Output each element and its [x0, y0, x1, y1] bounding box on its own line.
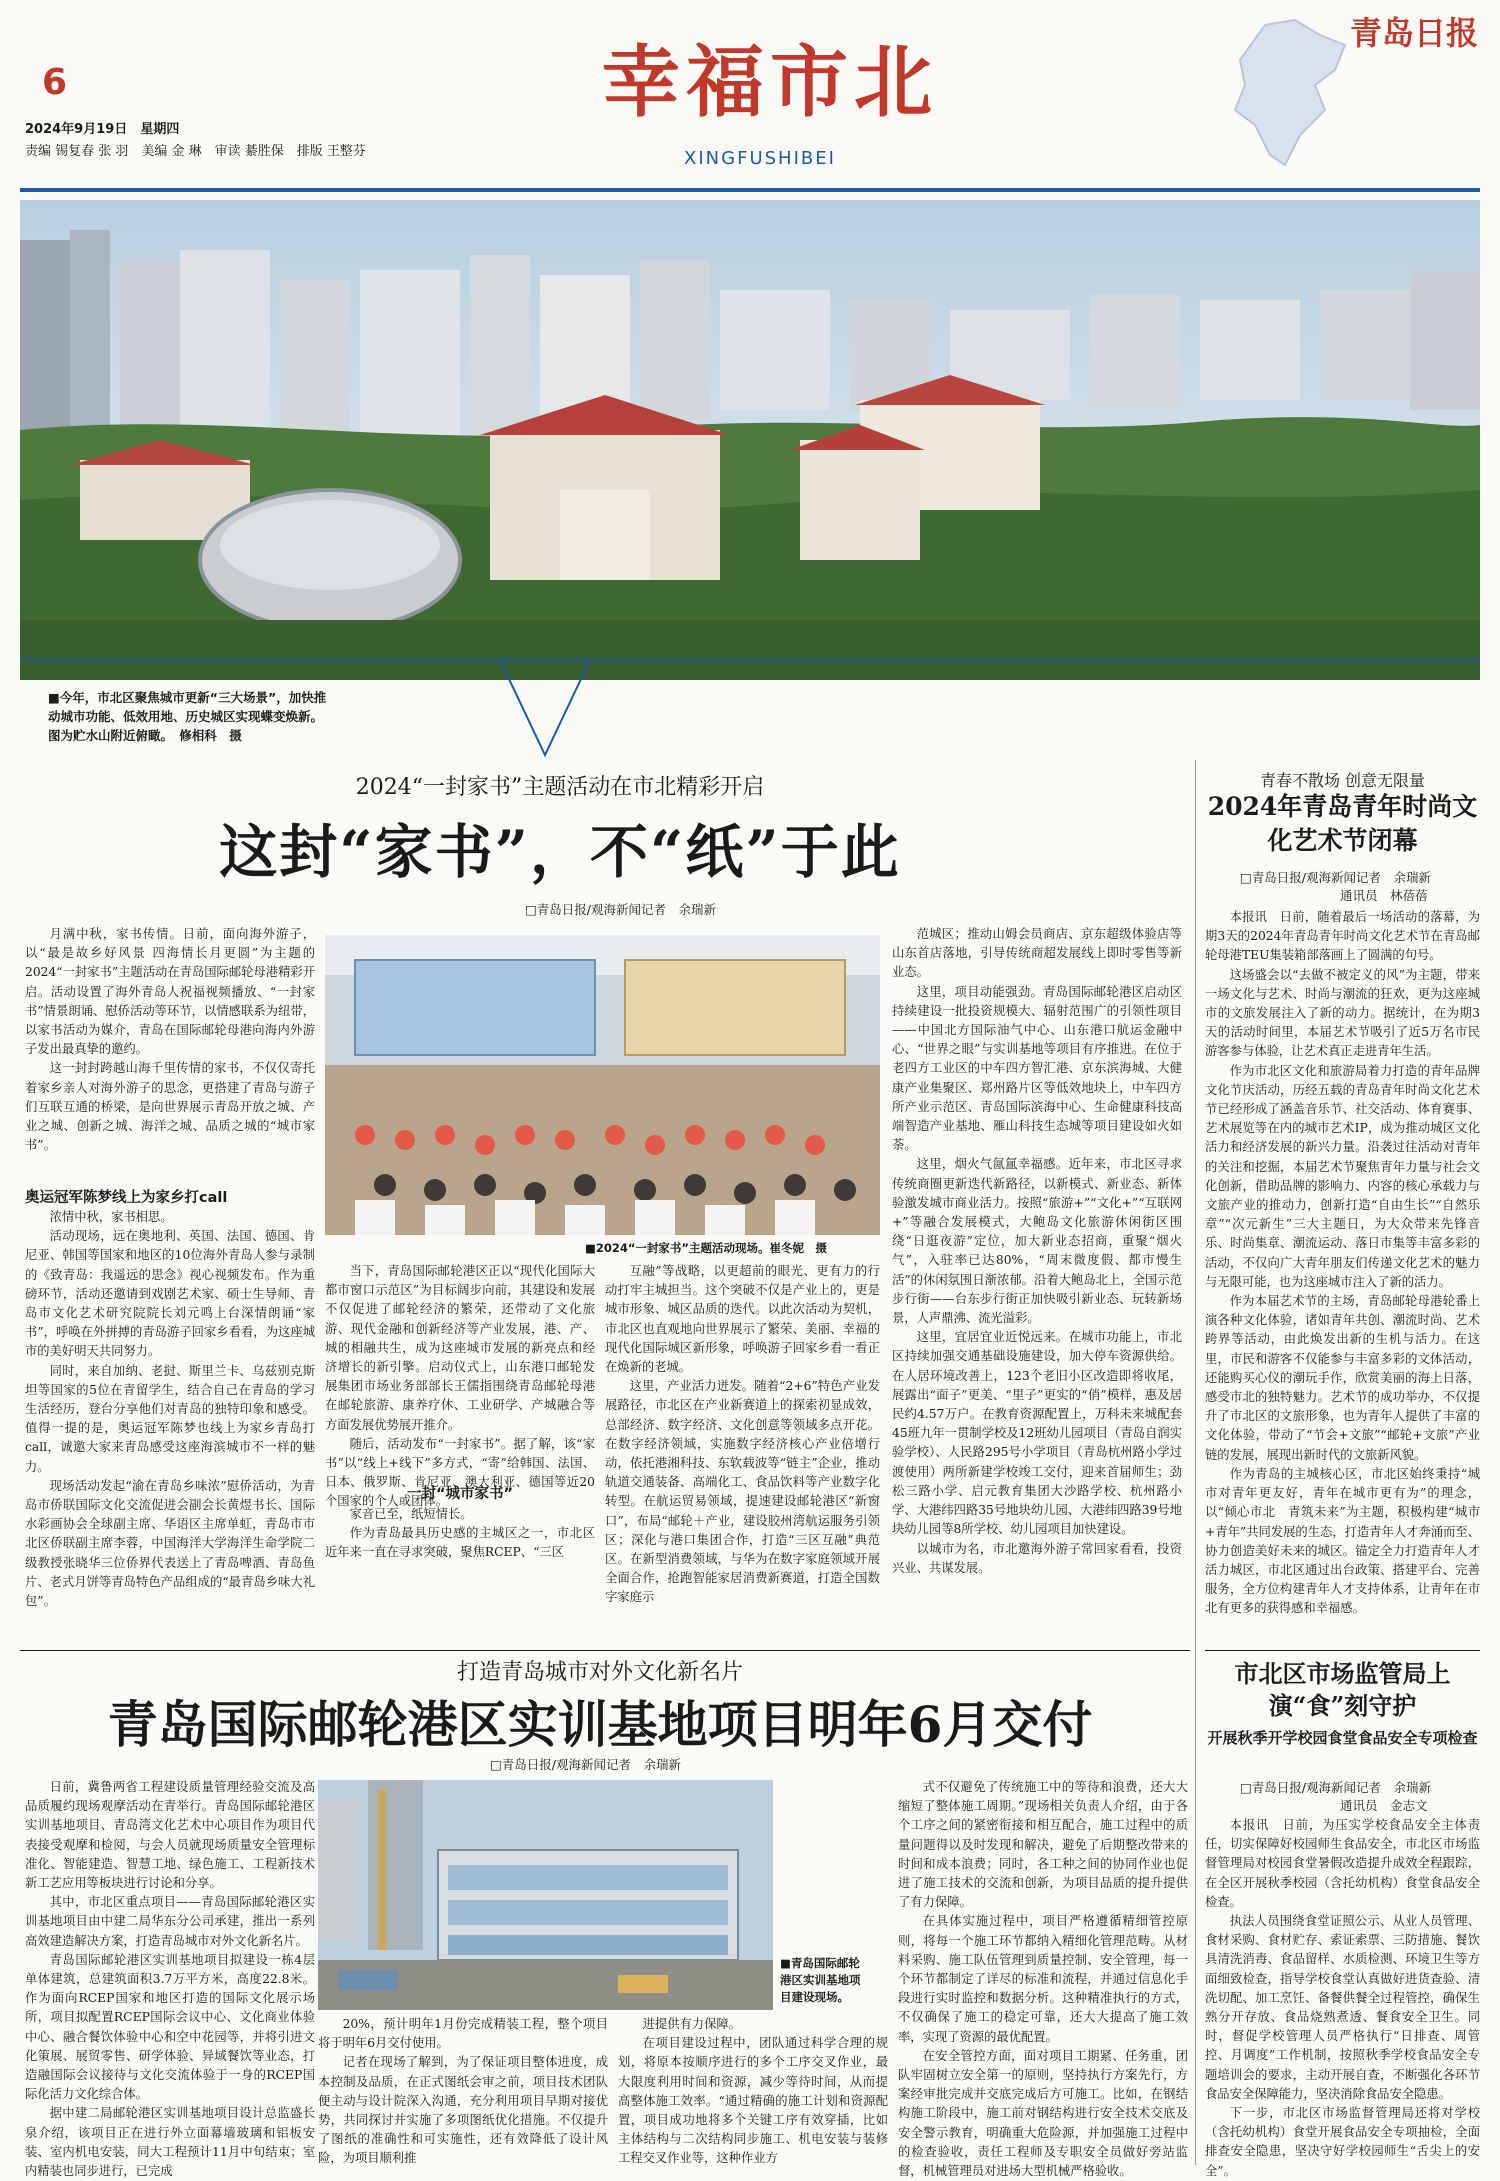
paragraph: 执法人员围绕食堂证照公示、从业人员管理、食材采购、食材贮存、索证索票、三防措施、餐饮具清洗消毒、食品留样、水质检测、环境卫生等方面细致检查，指导学校食堂认真做好进货查验、清洗切配、加工烹饪、备餐供餐全过程管控，确保生熟分开存放、食品烧熟煮透、餐食安全卫生。同时，督促学校管理人员严格执行“日排查、周管控、月调度”工作机制，按照秋季学校食品安全专题培训会的要求，主动开展自查，不断强化各环节食品安全保障能力，坚决消除食品安全隐患。: [1205, 1914, 1480, 2101]
cityscape-photo: [20, 200, 1480, 680]
paragraph: 活动现场，远在奥地利、英国、法国、德国、肯尼亚、韩国等国家和地区的10位海外青岛人参与录制的《致青岛：我遥远的思念》视心视频发布。作为重磅环节，活动还邀请到戏剧艺术家、硕士生导师、青岛市文化艺术研究院院长刘元鸣上台深情朗诵“家书”，呼唤在外拼搏的青岛游子回家乡看看，为这座城市的美好明天共同努力。: [25, 1229, 315, 1359]
paragraph: 现场活动发起“渝在青岛乡味浓”慰侨活动，为青岛市侨联国际文化交流促进会副会长黄煜书长、国际水彩画协会全球副主席、华语区主席单虹，青岛市市北区侨联副主席李蓉，中国海洋大学海洋生命学院二级教授张晓华三位侨界代表送上了青岛啤酒、青岛鱼片、老式月饼等青岛特色产品组成的“最青岛乡味大礼包”。: [25, 1478, 315, 1609]
story1-col3: [605, 1262, 880, 1647]
paragraph: 以城市为名，市北邀海外游子常回家看看，投资兴业、共谋发展。: [892, 1541, 1182, 1575]
column-divider: [1195, 760, 1196, 2165]
paragraph: 进提供有力保障。: [642, 2017, 741, 2031]
story1-photo: [325, 935, 880, 1235]
paragraph: 这里，产业活力迸发。随着“2+6”特色产业发展路径，市北区在产业新赛道上的探索初显成效，总部经济、数字经济、文化创意等领域多点开花。在数字经济领域，实施数字经济核心产业倍增行动，依托港湘科技、东软载波等“链主”企业，推动轨道交通装备、高端化工、食品饮料等产业数字化转型。在航运贸易领域，提速建设邮轮港区“新窗口”，布局“邮轮＋产业，建设胶州湾航运服务引领区；深化与港口集团合作，打造“三区互融”典范区。在新型消费领域，与华为在数字家庭领域开展全面合作，抢跑智能家居消费新赛道，打造全国数字家庭示: [605, 1379, 880, 1605]
story2-col2: [318, 2015, 608, 2165]
story2-photo-caption: ■青岛国际邮轮港区实训基地项目建设现场。: [780, 1956, 861, 2004]
paragraph: 这里，项目动能强劲。青岛国际邮轮港区启动区持续建设一批投资规模大、辐射范围广的引领性项目——中国北方国际油气中心、山东港口航运金融中心、“世界之眼”与实训基地等项目有序推进。在位于老四方工业区的中车四方智汇港、京东滨海城、大健康产业集聚区、郑州路片区等低效地块上，中车四方所产业示范区、青岛国际滨海中心、生命健康科技高端智造产业基地、雁山科技生态城等项目建设如火如荼。: [892, 984, 1182, 1153]
paragraph: 这里，宜居宜业近悦远来。在城市功能上，市北区持续加强交通基础设施建设，加大停车资源供给。在人居环境改善上，123个老旧小区改造即将收尾，展露出“面子”更美、“里子”更实的“俏”模样，惠及居民约4.57万户。在教育资源配置上，万科未来城配套45班九年一贯制学校及12班幼儿园项目（青岛自润实验学校）、人民路295号小学项目（青岛杭州路小学过渡使用）两所新建学校竣工交付，迎来首届师生；劲松三路小学、启元教育集团大沙路学校、杭州路小学、大港纬四路35号地块幼儿园、大港纬四路39号地块幼儿园等8所学校、幼儿园项目加快建设。: [892, 1330, 1182, 1537]
staff-line: 责编 锡复春 张 羽 美编 金 琳 审读 綦胜保 排版 王整芬: [25, 144, 366, 159]
story1-subhead1: 奥运冠军陈梦线上为家乡打call: [25, 1190, 228, 1206]
side2-subhead: 开展秋季开学校园食堂食品安全专项检查: [1207, 1729, 1478, 1747]
paragraph: 这里，烟火气氤氲幸福感。近年来，市北区寻求传统商圈更新迭代新路径，以新模式、新业态、新体验激发城市商业活力。按照“旅游+”“文化+”“互联网+”等融合发展模式，大鲍岛文化旅游休闲街区围绕“日逛夜游”定位，加大新业态招商，重聚“烟火气”，入驻率已达80%，“周末微度假、都市慢生活”的休闲氛围日渐浓郁。沿着大鲍岛北上，全国示范步行街——台东步行街正加快吸引新业态、玩转新场景，人声鼎沸、流光溢彩。: [892, 1157, 1182, 1326]
story1-col1b: [25, 1208, 315, 1643]
paragraph: 其中，市北区重点项目——青岛国际邮轮港区实训基地项目由中建二局华东分公司承建，推出一系列高效建造解决方案，打造青岛城市对外文化新名片。: [25, 1895, 315, 1948]
paragraph: 式不仅避免了传统施工中的等待和浪费，还大大缩短了整体施工周期。”现场相关负责人介绍，由于各个工序之间的紧密衔接和相互配合，施工过程中的质量问题得以及时发现和解决，避免了后期整改带来的时间和成本浪费；同时，各工种之间的协同作业也促进了施工技术的交流和创新，为项目品质的提升提供了有力保障。: [898, 1780, 1188, 1910]
paragraph: 作为本届艺术节的主场，青岛邮轮母港轮番上演各种文化体验，诸如青年共创、潮流时尚、艺术跨界等活动，由此焕发出新的生机与活力。在这里，市民和游客不仅能参与丰富多彩的文体活动，还能购买心仪的潮玩手作，欣赏美丽的海上日落，感受市北的独特魅力。艺术节的成功举办，不仅提升了市北区的文旅形象，也为青年人提供了丰富的文化体验，带动了“节会+文旅”“邮轮+文旅”产业链的发展，展现出新时代的文旅新风貌。: [1205, 1294, 1480, 1462]
masthead-title: 幸福市北: [601, 37, 938, 128]
story1-headline: 这封“家书”，不“纸”于此: [219, 818, 901, 886]
side1-byline1: □青岛日报/观海新闻记者 余瑞新: [1240, 870, 1432, 885]
paragraph: 记者在现场了解到，为了保证项目整体进度，成本控制及品质，在正式图纸会审之前，项目技术团队便主动与设计院深入沟通，充分利用项目早期对接优势，共同探讨并实施了多项图纸优化措施。不仅提升了图纸的准确性和可实施性，还有效降低了设计风险，为项目顺利推: [318, 2055, 608, 2166]
side1-body: [1205, 908, 1480, 1643]
paragraph: 浓情中秋，家书相思。: [49, 1210, 173, 1224]
story2-col1: [25, 1778, 315, 2179]
paragraph: 同时，来自加纳、老挝、斯里兰卡、乌兹别克斯坦等国家的5位在青留学生，结合自己在青岛的学习生活经历，登台分享他们对青岛的独特印象和感受。值得一提的是，奥运冠军陈梦也线上为家乡青岛打call，诚邀大家来青岛感受这座海滨城市不一样的魅力。: [25, 1363, 315, 1474]
paragraph: 在具体实施过程中，项目严格遵循精细管控原则，将每一个施工环节都纳入精细化管理范畴。从材料采购、施工队伍管理到质量控制、安全管理，每一个环节都制定了详尽的标准和流程，并通过信息化手段进行实时监控和数据分析。这种精准执行的方式，不仅确保了施工的稳定可靠，还大大提高了施工效率，实现了资源的最优配置。: [898, 1914, 1188, 2044]
story1-kicker: 2024“一封家书”主题活动在市北精彩开启: [355, 775, 765, 800]
side-section-rule: [1205, 1650, 1480, 1651]
paragraph: 互融”等战略，以更超前的眼光、更有力的行动打牢主城担当。这个突破不仅是产业上的，更是城市形象、城区品质的迭代。以此次活动为契机，市北区也直观地向世界展示了繁荣、美丽、幸福的现代化国际城区新形象，呼唤游子回家乡看一看正在焕新的老城。: [605, 1264, 880, 1375]
paragraph: 20%，预计明年1月份完成精装工程，整个项目将于明年6月交付使用。: [318, 2017, 608, 2051]
paragraph: 作为青岛的主城核心区，市北区始终秉持“城市对青年更友好，青年在城市更有为”的理念，以“倾心市北 青筑未来”为主题，积极构建“城市+青年”共同发展的生态，打造青年人才奔涌而至、协力创造美好未来的城区。锚定全力打造青年人才活力城区，市北区通过出台政策、搭建平台、完善服务，全方位构建青年人才支持体系，让青年在市北有更多的获得感和幸福感。: [1205, 1466, 1480, 1616]
side2-byline1: □青岛日报/观海新闻记者 余瑞新: [1240, 1780, 1432, 1795]
story2-headline: 青岛国际邮轮港区实训基地项目明年6月交付: [107, 1695, 1093, 1754]
paper-logo: 青岛日报: [1350, 14, 1479, 52]
paragraph: 随后，活动发布“一封家书”。据了解，该“家书”以“线上+线下”多方式，“寄”给韩国、法国、日本、俄罗斯、肯尼亚、澳大利亚、德国等近20个国家的个人或团体。: [325, 1436, 595, 1509]
paragraph: 这一封封跨越山海千里传情的家书，不仅仅寄托着家乡亲人对海外游子的思念，更搭建了青岛与游子们互联互通的桥梁，是向世界展示青岛开放之城、产业之城、创新之城、海洋之城、品质之城的“城市家书”。: [25, 1061, 315, 1153]
paragraph: 家音已至，纸短情长。: [349, 1507, 473, 1521]
qingdao-map-icon: [1225, 15, 1355, 175]
page-number: 6: [42, 62, 68, 103]
paragraph: 当下，青岛国际邮轮港区正以“现代化国际大都市窗口示范区”为目标阔步向前，其建设和发展不仅促进了邮轮经济的繁荣，还带动了文化旅游、现代金融和创新经济等产业发展，港、产、城的相融共生，成为这座城市发展的新亮点和经济增长的新引擎。启动仪式上，山东港口邮轮发展集团市场业务部部长王儒指围绕青岛邮轮母港在邮轮旅游、康养疗休、工业研学、产城融合等方面发展优势展开推介。: [325, 1264, 595, 1432]
paragraph: 这场盛会以“去做不被定义的风”为主题，带来一场文化与艺术、时尚与潮流的狂欢，更为这座城市的文旅发展注入了新的动力。据统计，在为期3天的活动时间里，本届艺术节吸引了近5万名市民游客参与体验，让艺术真正走进青年生活。: [1205, 967, 1480, 1059]
story1-col2b: [325, 1505, 595, 1645]
story1-col4: [892, 925, 1182, 1650]
date-line: 2024年9月19日 星期四: [25, 122, 180, 137]
side1-kicker: 青春不散场 创意无限量: [1259, 771, 1426, 790]
story2-photo: [318, 1780, 773, 2010]
paragraph: 日前，冀鲁两省工程建设质量管理经验交流及高品质履约现场观摩活动在青举行。青岛国际邮轮港区实训基地项目、青岛湾文化艺术中心项目作为项目代表接受观摩和检阅，与会人员就现场质量安全管理标准化、智能建造、智慧工地、绿色施工、工程新技术新工艺应用等板块进行讨论和分享。: [25, 1780, 315, 1891]
story1-col1: [25, 925, 315, 1180]
paragraph: 范城区；推动山姆会员商店、京东超级体验店等山东首店落地，引导传统商超发展线上即时零售等新业态。: [892, 927, 1182, 980]
paragraph: 在项目建设过程中，团队通过科学合理的规划，将原本按顺序进行的多个工序交叉作业，最大限度利用时间和资源，减少等待时间，从而提高整体施工效率。“通过精确的施工计划和资源配置，项目成功地将多个关键工序有效穿插，比如主体结构与二次结构同步施工、机电安装与装修工程交叉作业等，这种作业方: [618, 2036, 888, 2166]
paragraph: 青岛国际邮轮港区实训基地项目拟建设一栋4层单体建筑，总建筑面积3.7万平方米，高度22.8米。作为面向RCEP国家和地区打造的国际文化展示场所，项目拟配置RCEP国际会议中心、文化商业体验中心、融合餐饮体验中心和空中花园等，并将引进文化策展、展贸零售、研学体验、异域餐饮等业态，打造融国际会议接待与文化交流体验于一身的RCEP国际化活力文化综合体。: [25, 1952, 315, 2102]
story2-byline: □青岛日报/观海新闻记者 余瑞新: [490, 1757, 682, 1772]
paragraph: 据中建二局邮轮港区实训基地项目设计总监盛长泉介绍，该项目正在进行外立面幕墙玻璃和铝板安装、室内机电安装，同大工程预计11月中旬结束；室内精装也同步进行，已完成: [25, 2106, 315, 2179]
story2-col3: [618, 2015, 888, 2165]
side2-byline2: 通讯员 金志文: [1340, 1798, 1428, 1813]
section-rule: [20, 1650, 1190, 1651]
story1-photo-caption: ■2024“一封家书”主题活动现场。崔冬妮 摄: [585, 1241, 827, 1255]
side2-headline: 市北区市场监管局上演“食”刻守护: [1234, 1659, 1451, 1720]
header-rule: [20, 188, 1480, 192]
story2-kicker: 打造青岛城市对外文化新名片: [456, 1660, 743, 1685]
paragraph: 下一步，市北区市场监督管理局还将对学校（含托幼机构）食堂开展食品安全专项抽检，全面排查安全隐患，坚决守好学校园师生“舌尖上的安全”。: [1205, 2106, 1480, 2178]
paragraph: 作为市北区文化和旅游局着力打造的青年品牌文化节庆活动，历经五载的青岛青年时尚文化艺术节已经形成了涵盖音乐节、社交活动、体育赛事、艺术展览等在内的城市艺术IP，成为推动城区文化活力和经济发展的新兴力量。沿袭过往活动对青年的关注和挖掘，本届艺术节聚焦青年力量与社会文化创新，借助品牌的影响力、内容的核心承载力与文旅产业的推动力，创新打造“自由生长”“自然乐章”“次元新生”三大主题日，为大众带来先锋音乐、时尚集章、潮流运动、落日市集等丰富多彩的活动，不仅向广大青年朋友们传递文化艺术的魅力与无限可能，也为这座城市注入了新的活力。: [1205, 1063, 1480, 1289]
story1-byline: □青岛日报/观海新闻记者 余瑞新: [525, 902, 717, 917]
side1-headline: 2024年青岛青年时尚文化艺术节闭幕: [1207, 792, 1478, 855]
side1-byline2: 通讯员 林蓓蓓: [1340, 888, 1428, 903]
top-photo-caption: ■今年，市北区聚焦城市更新“三大场景”，加快推动城市功能、低效用地、历史城区实现蝶变焕新。图为贮水山附近俯瞰。 修相科 摄: [48, 690, 327, 743]
paragraph: 本报讯 日前，随着最后一场活动的落幕，为期3天的2024年青岛青年时尚文化艺术节在青岛邮轮母港TEU集装箱部落画上了圆满的句号。: [1205, 910, 1480, 963]
story2-col4: [898, 1778, 1188, 2179]
side2-body: [1205, 1816, 1480, 2178]
paragraph: 在安全管控方面，面对项目工期紧、任务重，团队牢固树立安全第一的原则，坚持执行方案先行，方案经审批完成并交底完成后方可施工。比如，在钢结构施工阶段中，施工前对钢结构进行安全技术交底及安全警示教育，明确重大危险源，并加强施工过程中的检查验收，责任工程师及专职安全员做好旁站监督，机械管理员对进场大型机械严格验收。: [898, 2048, 1188, 2179]
masthead-pinyin: XINGFUSHIBEI: [684, 148, 836, 169]
story1-subhead2: 一封“城市家书”: [406, 1486, 514, 1502]
paragraph: 本报讯 日前，为压实学校食品安全主体责任，切实保障好校园师生食品安全，市北区市场监督管理局对校园食堂暑假改造提升成效全程跟踪，在全区开展秋季校园（含托幼机构）食堂食品安全检查。: [1205, 1818, 1480, 1909]
paragraph: 作为青岛最具历史感的主城区之一，市北区近年来一直在寻求突破，聚焦RCEP、“三区: [325, 1526, 595, 1560]
paragraph: 月满中秋，家书传情。日前，面向海外游子，以“最是故乡好风景 四海情长月更圆”为主题的2024“一封家书”主题活动在青岛国际邮轮母港精彩开启。活动设置了海外青岛人祝福视频播放、“一封家书”情景朗诵、慰侨活动等环节，以情感联系为纽带，以家书活动为媒介，青岛在国际邮轮母港向海内外游子发出最真挚的邀约。: [25, 927, 315, 1057]
